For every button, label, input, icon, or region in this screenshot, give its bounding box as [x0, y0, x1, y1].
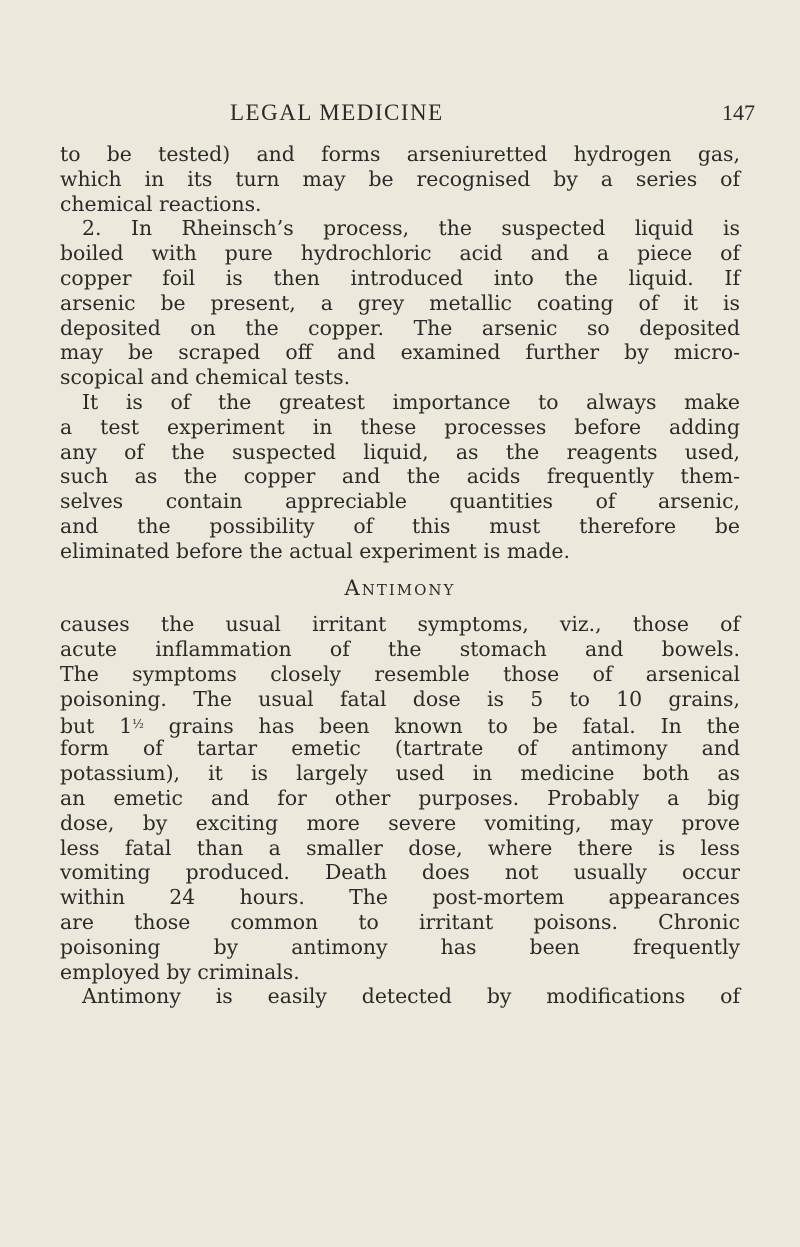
- running-head: [0, 100, 800, 130]
- running-title: LEGAL MEDICINE: [230, 100, 444, 125]
- text-line: and the possibility of this must therefore be: [60, 513, 740, 538]
- text-line: chemical reactions.: [60, 191, 262, 216]
- body-text: [60, 142, 740, 1009]
- text-line: acute inflammation of the stomach and bowels.: [60, 637, 740, 662]
- paragraph-detection: [60, 984, 740, 1009]
- paragraph-antimony: [60, 612, 740, 984]
- text-line: The symptoms closely resemble those of arsenical: [60, 661, 740, 686]
- paragraph-rheinsch-process: [60, 216, 740, 390]
- text-line: selves contain appreciable quantities of arsenic,: [60, 489, 740, 514]
- text-line: dose, by exciting more severe vomiting, may prove: [60, 810, 740, 835]
- paragraph-continuation: [60, 142, 740, 216]
- text-line: deposited on the copper. The arsenic so deposited: [60, 315, 740, 340]
- text-line: potassium), it is largely used in medicine both as: [60, 761, 740, 786]
- text-line: poisoning by antimony has been frequently: [60, 934, 740, 959]
- text-line: vomiting produced. Death does not usually occur: [60, 860, 740, 885]
- text-line: which in its turn may be recognised by a series of: [60, 166, 740, 191]
- fraction-half: ½: [132, 716, 144, 731]
- text-line: such as the copper and the acids frequently them-: [60, 464, 740, 489]
- text-line: less fatal than a smaller dose, where there is less: [60, 835, 740, 860]
- text-line: an emetic and for other purposes. Probably a big: [60, 785, 740, 810]
- text-line: within 24 hours. The post-mortem appearances: [60, 885, 740, 910]
- text-line: [60, 712, 740, 737]
- text-line: scopical and chemical tests.: [60, 365, 351, 390]
- text-line: Antimony is easily detected by modifications of: [82, 984, 740, 1009]
- paragraph-test-experiment: [60, 390, 740, 564]
- section-heading-antimony: Antimony: [344, 575, 456, 600]
- text-line: eliminated before the actual experiment is made.: [60, 538, 570, 563]
- text-line: arsenic be present, a grey metallic coating of it is: [60, 290, 740, 315]
- text-line: causes the usual irritant symptoms, viz., those of: [60, 612, 740, 637]
- text-line: form of tartar emetic (tartrate of antimony and: [60, 736, 740, 761]
- text-line: employed by criminals.: [60, 959, 300, 984]
- text-fragment: grains has been known to be fatal. In the: [143, 713, 740, 738]
- text-line: to be tested) and forms arseniuretted hydrogen gas,: [60, 142, 740, 166]
- text-line: a test experiment in these processes before adding: [60, 414, 740, 439]
- text-line: may be scraped off and examined further by micro-: [60, 340, 740, 365]
- page-number: 147: [722, 100, 755, 125]
- text-line: are those common to irritant poisons. Chronic: [60, 909, 740, 934]
- text-line: 2. In Rheinsch’s process, the suspected liquid is: [82, 216, 740, 241]
- text-line: poisoning. The usual fatal dose is 5 to 10 grains,: [60, 686, 740, 711]
- text-line: boiled with pure hydrochloric acid and a piece of: [60, 241, 740, 266]
- text-line: It is of the greatest importance to always make: [82, 389, 740, 414]
- text-line: copper foil is then introduced into the liquid. If: [60, 265, 740, 290]
- text-line: any of the suspected liquid, as the reagents used,: [60, 439, 740, 464]
- text-fragment: but 1: [60, 713, 133, 738]
